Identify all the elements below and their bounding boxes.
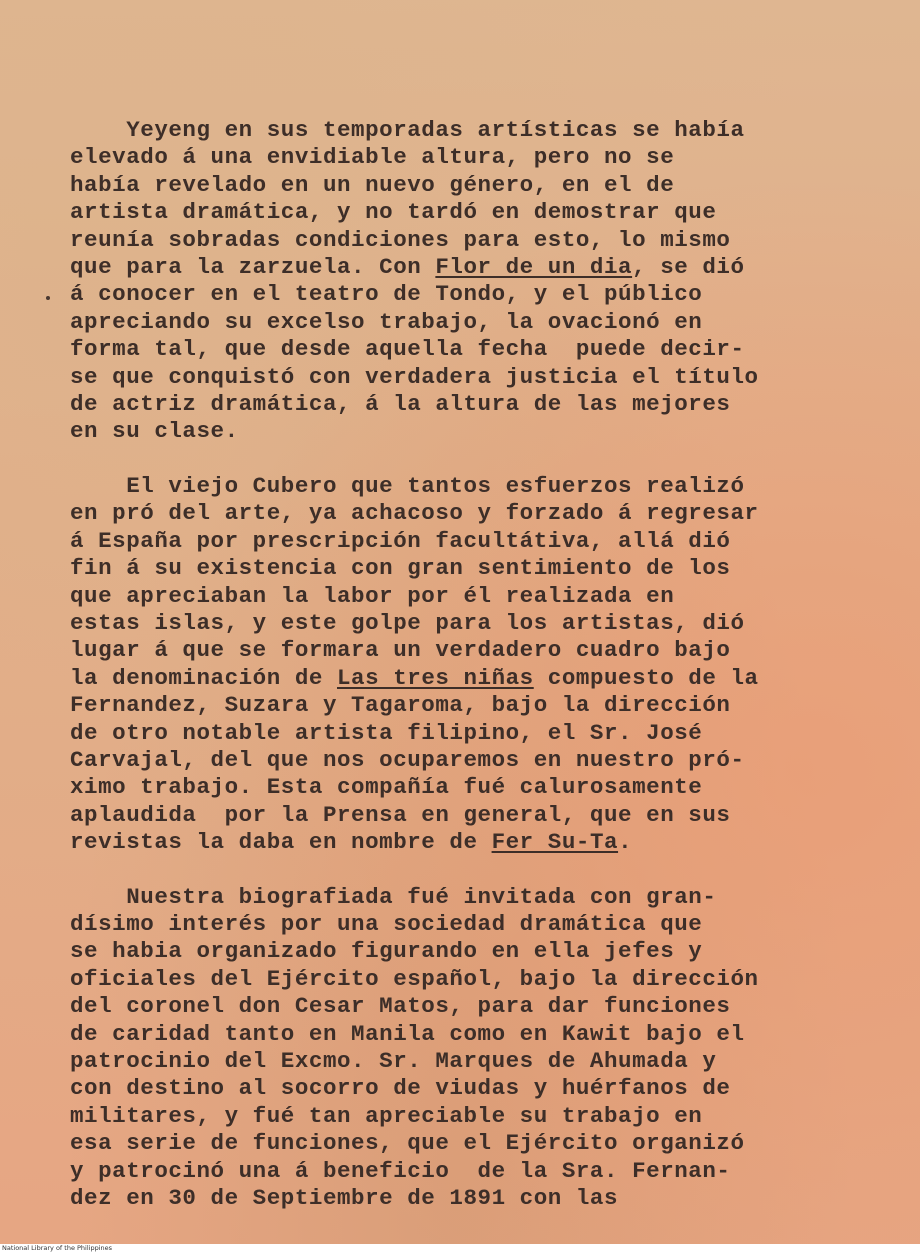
- paragraph: [70, 117, 850, 446]
- text-segment: lugar á que se formara un verdadero cuadro bajo: [70, 637, 731, 664]
- text-segment: y patrocinó una á beneficio de la Sra. Fernan-: [70, 1157, 731, 1184]
- text-segment: se que conquistó con verdadera justicia el título: [70, 363, 759, 390]
- underlined-title: Fer Su-Ta: [491, 829, 619, 856]
- text-line: [70, 802, 850, 829]
- text-segment: .: [618, 829, 633, 856]
- text-line: [70, 829, 850, 856]
- text-segment: Yeyeng en sus temporadas artísticas se había: [70, 117, 745, 143]
- text-line: [70, 747, 850, 774]
- text-segment: Nuestra biografiada fué invitada con gran-: [70, 883, 717, 910]
- text-segment: de actriz dramática, á la altura de las mejores: [70, 391, 731, 418]
- text-line: [70, 665, 850, 692]
- text-segment: Fernandez, Suzara y Tagaroma, bajo la dirección: [70, 692, 731, 719]
- text-line: [70, 117, 850, 144]
- text-line: [70, 1075, 850, 1102]
- text-line: [70, 473, 850, 500]
- text-line: [70, 144, 850, 171]
- text-segment: que para la zarzuela. Con: [70, 254, 436, 281]
- text-line: [70, 1021, 850, 1048]
- underlined-title: Flor de un dia: [435, 254, 633, 281]
- text-segment: revistas la daba en nombre de: [70, 829, 492, 856]
- library-credit: National Library of the Philippines: [2, 1244, 113, 1252]
- underlined-title: Las tres niñas: [337, 664, 534, 691]
- text-segment: reunía sobradas condiciones para esto, lo mismo: [70, 226, 731, 253]
- ink-speck: [46, 296, 50, 300]
- text-segment: había revelado en un nuevo género, en el de: [70, 171, 675, 198]
- text-segment: oficiales del Ejército español, bajo la dirección: [70, 965, 759, 992]
- text-segment: El viejo Cubero que tantos esfuerzos realizó: [70, 472, 745, 499]
- text-line: [70, 583, 850, 610]
- text-line: [70, 281, 850, 308]
- text-segment: se habia organizado figurando en ella jefes y: [70, 938, 703, 965]
- text-line: [70, 637, 850, 664]
- text-line: [70, 1048, 850, 1075]
- text-line: [70, 692, 850, 719]
- text-segment: en pró del arte, ya achacoso y forzado á regresar: [70, 500, 759, 527]
- text-line: [70, 364, 850, 391]
- text-segment: artista dramática, y no tardó en demostrar que: [70, 199, 717, 226]
- text-line: [70, 336, 850, 363]
- text-line: [70, 254, 850, 281]
- text-line: [70, 227, 850, 254]
- text-segment: en su clase.: [70, 418, 239, 445]
- text-segment: esa serie de funciones, que el Ejército organizó: [70, 1130, 745, 1157]
- text-segment: á España por prescripción facultátiva, allá dió: [70, 527, 731, 554]
- text-line: [70, 555, 850, 582]
- text-segment: elevado á una envidiable altura, pero no se: [70, 144, 675, 171]
- text-segment: forma tal, que desde aquella fecha puede decir-: [70, 336, 745, 363]
- text-segment: que apreciaban la labor por él realizada en: [70, 582, 675, 609]
- text-line: [70, 1158, 850, 1185]
- text-line: [70, 884, 850, 911]
- text-line: [70, 199, 850, 226]
- text-line: [70, 391, 850, 418]
- text-line: [70, 966, 850, 993]
- text-line: [70, 500, 850, 527]
- text-line: [70, 993, 850, 1020]
- text-segment: Carvajal, del que nos ocuparemos en nuestro pró-: [70, 746, 745, 773]
- text-segment: compuesto de la: [533, 664, 759, 691]
- text-line: [70, 1130, 850, 1157]
- text-line: [70, 774, 850, 801]
- text-line: [70, 418, 850, 445]
- text-segment: dez en 30 de Septiembre de 1891 con las: [70, 1185, 619, 1212]
- paragraph: [70, 884, 850, 1213]
- text-segment: apreciando su excelso trabajo, la ovacionó en: [70, 308, 703, 335]
- text-segment: aplaudida por la Prensa en general, que en sus: [70, 801, 731, 828]
- text-segment: la denominación de: [70, 664, 337, 691]
- text-line: [70, 1103, 850, 1130]
- text-segment: de otro notable artista filipino, el Sr. José: [70, 719, 703, 746]
- text-line: [70, 309, 850, 336]
- text-line: [70, 610, 850, 637]
- text-segment: del coronel don Cesar Matos, para dar funciones: [70, 993, 731, 1020]
- text-line: [70, 911, 850, 938]
- text-segment: á conocer en el teatro de Tondo, y el público: [70, 281, 703, 308]
- text-segment: , se dió: [632, 254, 745, 281]
- text-line: [70, 1185, 850, 1212]
- text-segment: dísimo interés por una sociedad dramática que: [70, 910, 703, 937]
- text-segment: fin á su existencia con gran sentimiento de los: [70, 555, 731, 582]
- text-line: [70, 720, 850, 747]
- text-line: [70, 528, 850, 555]
- text-line: [70, 938, 850, 965]
- text-segment: de caridad tanto en Manila como en Kawit bajo el: [70, 1020, 745, 1047]
- text-segment: estas islas, y este golpe para los artistas, dió: [70, 609, 745, 636]
- text-segment: militares, y fué tan apreciable su trabajo en: [70, 1102, 703, 1129]
- paragraph: [70, 473, 850, 857]
- footer-strip: [0, 1244, 920, 1253]
- text-segment: ximo trabajo. Esta compañía fué calurosamente: [70, 774, 703, 801]
- text-line: [70, 172, 850, 199]
- text-segment: con destino al socorro de viudas y huérfanos de: [70, 1075, 731, 1102]
- text-segment: patrocinio del Excmo. Sr. Marques de Ahumada y: [70, 1048, 717, 1074]
- page-text: [70, 117, 850, 1212]
